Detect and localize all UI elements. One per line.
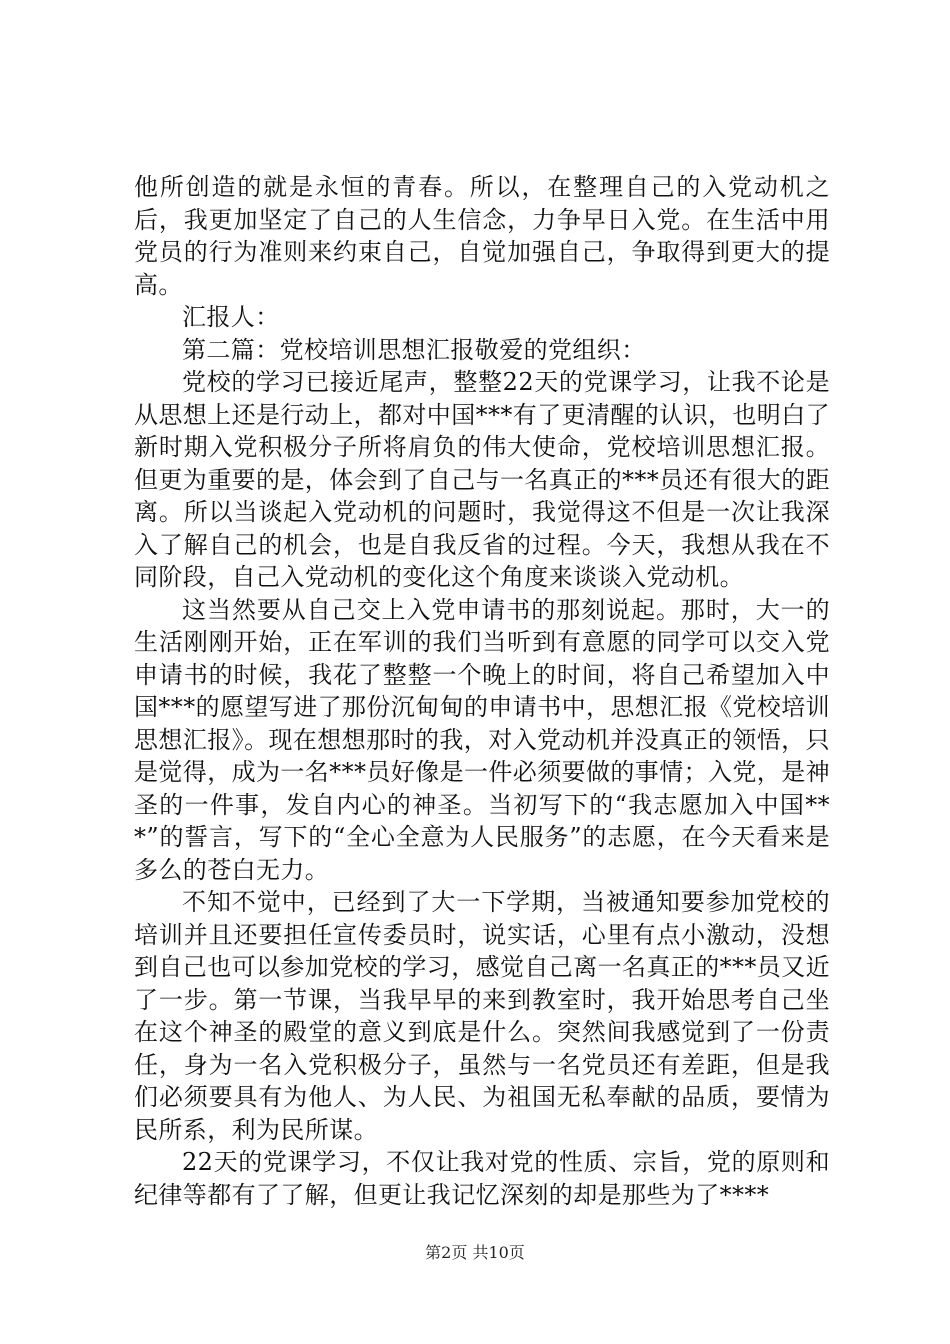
section-heading: 第二篇：党校培训思想汇报敬爱的党组织：	[182, 335, 646, 364]
page-number-footer: 第2页 共10页	[425, 1243, 525, 1262]
paragraph-party-school: 不知不觉中，已经到了大一下学期，当被通知要参加党校的培训并且还要担任宣传委员时，说实话，心里有点小激动，没想到自己也可以参加党校的学习，感觉自己离一名真正的***员又近了一步。第一节课，当我早早的来到教室时，我开始思考自己坐在这个神圣的殿堂的意义到底是什么。突然间我感觉到了一份责任，身为一名入党积极分子，虽然与一名党员还有差距，但是我们必须要具有为他人、为人民、为祖国无私奉献的品质，要情为民所系，利为民所谋。	[134, 888, 830, 1144]
paragraph-intro: 党校的学习已接近尾声，整整22天的党课学习，让我不论是从思想上还是行动上，都对中国***有了更清醒的认识，也明白了新时期入党积极分子所将肩负的伟大使命，党校培训思想汇报。但更为重要的是，体会到了自己与一名真正的***员还有很大的距离。所以当谈起入党动机的问题时，我觉得这不但是一次让我深入了解自己的机会，也是自我反省的过程。今天，我想从我在不同阶段，自己入党动机的变化这个角度来谈谈入党动机。	[134, 368, 830, 591]
paragraph-continuation: 他所创造的就是永恒的青春。所以，在整理自己的入党动机之后，我更加坚定了自己的人生信念，力争早日入党。在生活中用党员的行为准则来约束自己，自觉加强自己，争取得到更大的提高。	[134, 173, 830, 299]
paragraph-application: 这当然要从自己交上入党申请书的那刻说起。那时，大一的生活刚刚开始，正在军训的我们当听到有意愿的同学可以交入党申请书的时候，我花了整整一个晚上的时间，将自己希望加入中国***的愿望写进了那份沉甸甸的申请书中，思想汇报《党校培训思想汇报》。现在想想那时的我，对入党动机并没真正的领悟，只是觉得，成为一名***员好像是一件必须要做的事情；入党，是神圣的一件事，发自内心的神圣。当初写下的“我志愿加入中国***”的誓言，写下的“全心全意为人民服务”的志愿，在今天看来是多么的苍白无力。	[134, 595, 830, 884]
paragraph-course-summary: 22天的党课学习，不仅让我对党的性质、宗旨，党的原则和纪律等都有了了解，但更让我记忆深刻的却是那些为了****	[134, 1148, 830, 1209]
reporter-line: 汇报人：	[182, 303, 280, 331]
document-body	[134, 171, 830, 1211]
